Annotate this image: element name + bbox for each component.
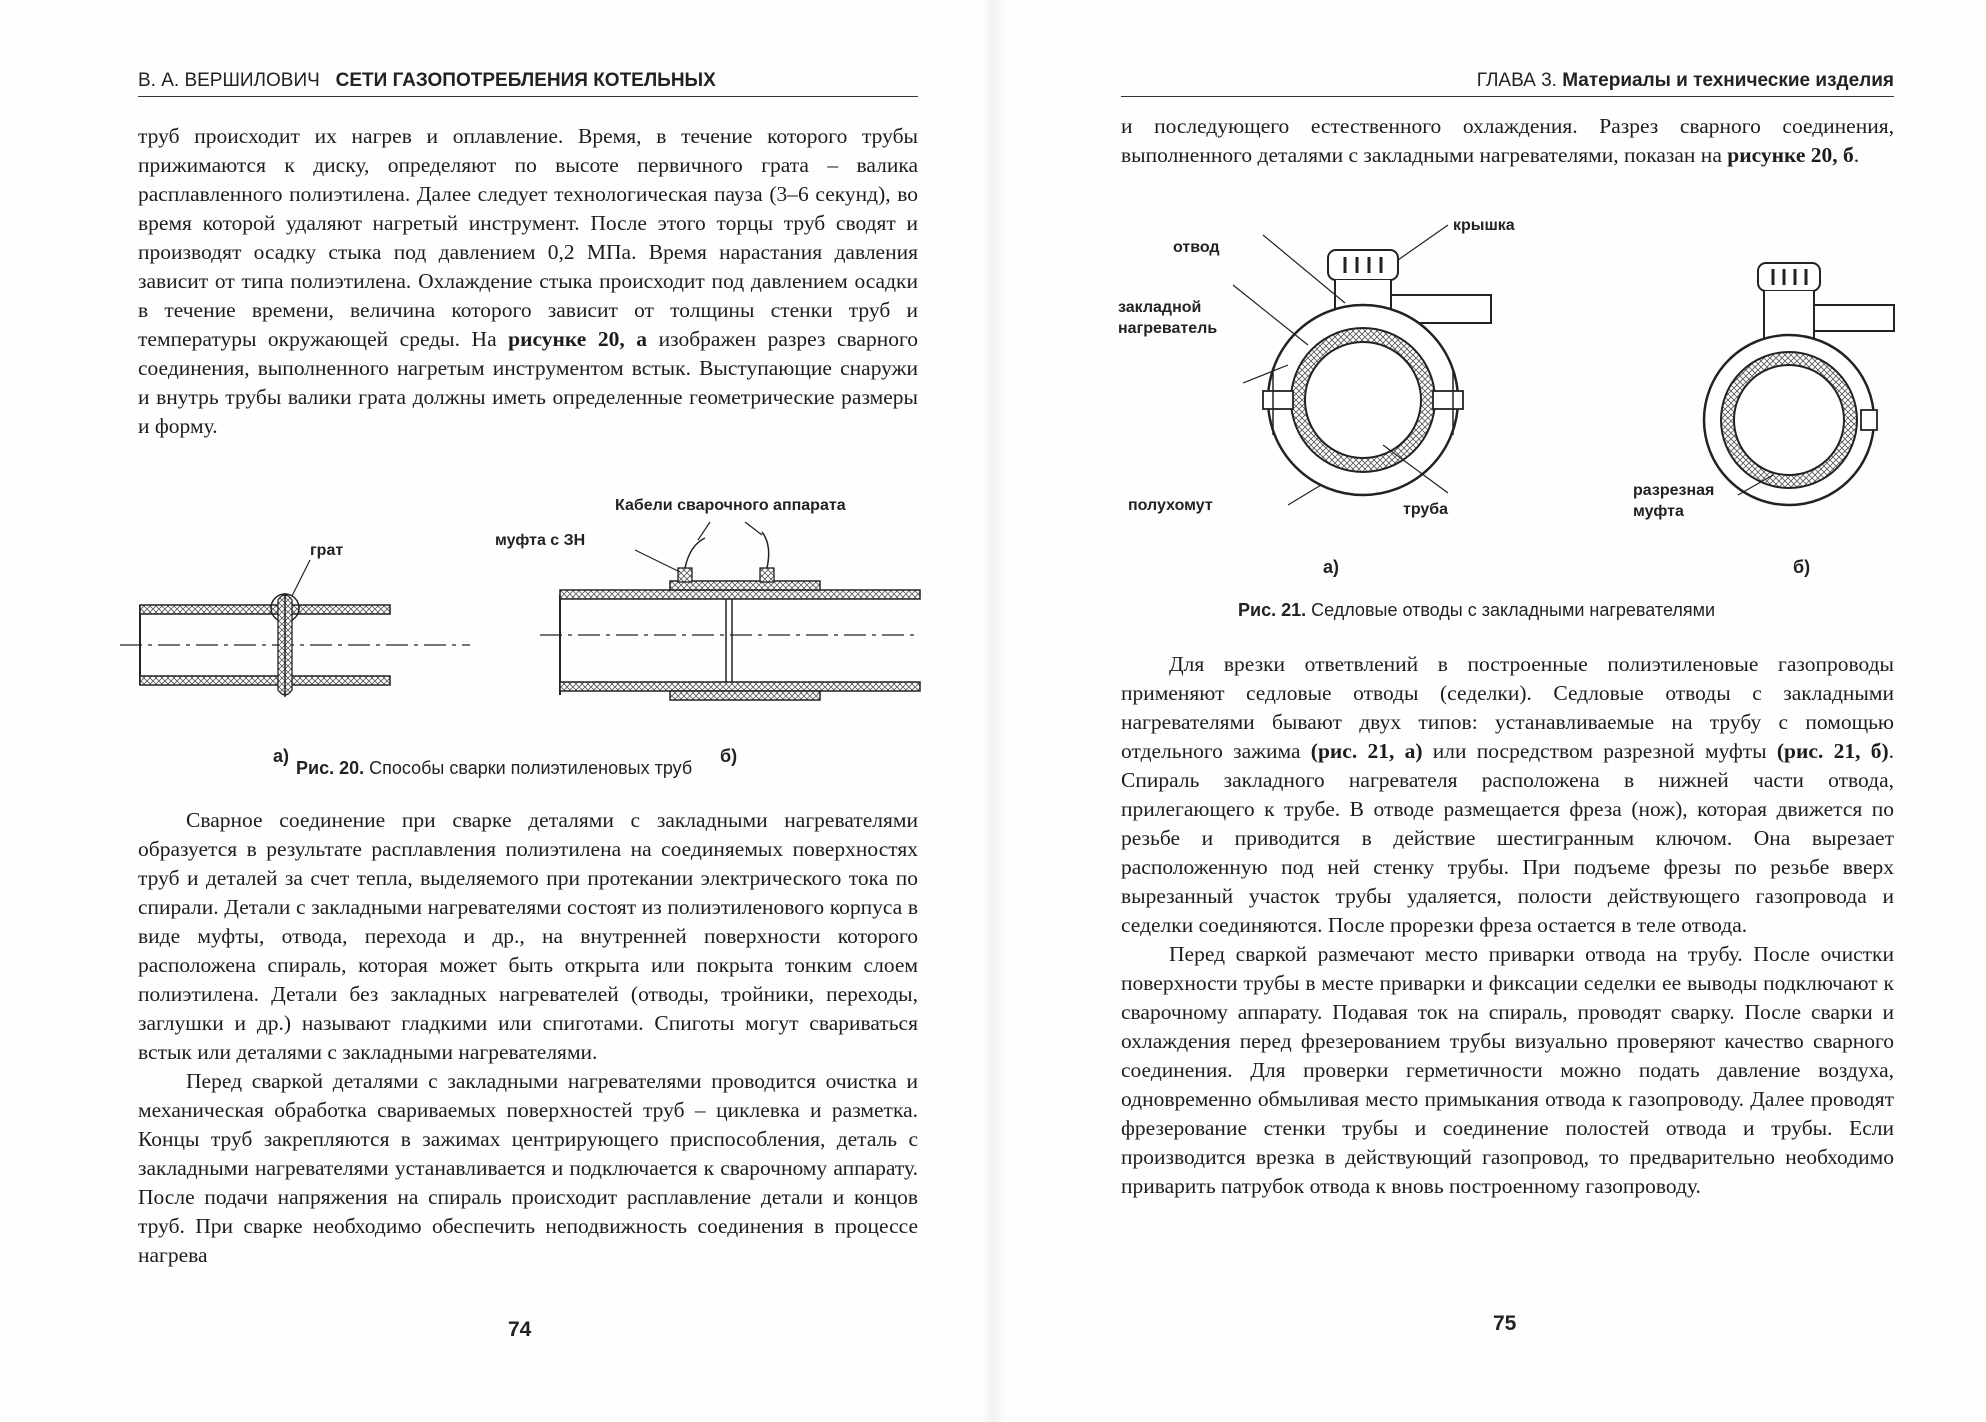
right-running-header <box>1477 70 1894 92</box>
paragraph-text: или посредством разрезной муфты <box>1422 739 1777 763</box>
caption-text: Способы сварки полиэтиленовых труб <box>364 758 693 778</box>
page-number-left: 74 <box>508 1318 532 1341</box>
right-text-top <box>1121 112 1894 170</box>
figure-reference: (рис. 21, а) <box>1310 739 1423 763</box>
figure-20a-drawing <box>120 542 470 766</box>
right-text-bottom <box>1121 650 1894 1201</box>
label-zakladnoy-line1: закладной <box>1118 299 1202 316</box>
paragraph: Перед сваркой размечают место приварки отвода на трубу. После очистки поверхности трубы в месте приварки и фиксации седелки ее выводы подключают к сварочному аппарату. Подавая ток на спираль, проводят сварку. После сварки и охлаждения перед фрезерованием трубы визуально проверяют качество сварного соединения. Для проверки гермeтичности можно подать давление воздуха, одновременно обмыливая место примыкания отвода к газопроводу. Далее проводят фрезерование стенки трубы и соединение полостей отвода и трубы. Если производится врезка в действующий газопровод, то предварительно необходимо приварить патрубок отвода к вновь построенному газопроводу. <box>1121 942 1894 1198</box>
subfigure-a-label: а) <box>1323 557 1340 577</box>
label-zakladnoy-line2: нагреватель <box>1118 320 1218 337</box>
header-rule <box>138 96 918 97</box>
figure-reference: рисунке 20, а <box>508 327 648 351</box>
header-book-title: СЕТИ ГАЗОПОТРЕБЛЕНИЯ КОТЕЛЬНЫХ <box>335 70 716 91</box>
header-chapter-title: Материалы и технические изделия <box>1562 70 1894 91</box>
right-page <box>993 0 1986 1422</box>
header-chapter: ГЛАВА 3. <box>1476 70 1557 91</box>
left-text-top <box>138 122 918 441</box>
paragraph: Перед сваркой деталями с закладными нагревателями проводится очистка и механическая обработка свариваемых поверхностей труб – циклевка и разметка. Концы труб закрепляются в зажимах центрирующего приспособления, деталь с закладными нагревателями устанавливается и подключается к сварочному аппарату. После подачи напряжения на спираль происходит расплавление детали и концов труб. При сварке необходимо обеспечить неподвижность соединения в процессе нагрева <box>138 1069 918 1267</box>
label-razreznaya-line2: муфта <box>1633 503 1684 520</box>
caption-text: Седловые отводы с закладными нагревателями <box>1306 600 1716 620</box>
label-cables: Кабели сварочного аппарата <box>615 497 846 514</box>
subfigure-a-label: а) <box>273 746 290 766</box>
subfigure-b-label: б) <box>1793 557 1811 577</box>
figure-20-caption <box>296 758 692 779</box>
paragraph-text: . Спираль закладного нагревателя расположена в нижней части отвода, прилегающего к трубе. В отводе размещается фреза (нож), которая движется по резьбе и приводится в действие шестигранным ключом. Она вырезает расположенную под ней стенку трубы. При подъеме фрезы по резьбе вверх вырезанный участок трубы удаляется, полости действующего газопровода и седелки соединяются. После прорезки фреза остается в теле отвода. <box>1121 739 1894 937</box>
label-otvod: отвод <box>1173 239 1220 256</box>
figure-21-caption <box>1238 600 1715 621</box>
left-running-header <box>138 70 716 92</box>
figure-21 <box>1113 205 1913 595</box>
paragraph-text: труб происходит их нагрев и оплавление. Время, в течение которого трубы прижимаются к диску, определяют по высоте первичного грата – валика расплавленного полиэтилена. Далее следует технологическая пауза (3–6 секунд), во время которой удаляют нагретый инструмент. После этого торцы труб сводят и производят осадку стыка под давлением 0,2 МПа. Время нарастания давления зависит от типа полиэтилена. Охлаждение стыка происходит под давлением осадки в течение времени, величина которого зависит от толщины стенки труб и температуры окружающей среды. На <box>138 124 918 351</box>
paragraph-text: изображен разрез сварного соединения, выполненного нагретым инструментом встык. Выступающие снаружи и внутрь трубы валики грата должны иметь определенные геометрические размеры и форму. <box>138 327 918 438</box>
caption-number: Рис. 20. <box>296 758 365 778</box>
subfigure-b-label: б) <box>720 746 738 766</box>
label-grat: грат <box>310 542 344 559</box>
figure-21b-drawing <box>1633 263 1894 577</box>
header-rule <box>1121 96 1894 97</box>
figure-21a-drawing <box>1118 217 1515 577</box>
paragraph-text: Для врезки ответвлений в построенные полиэтиленовые газопроводы применяют седловые отводы (седелки). Седловые отводы с закладными нагревателями бывают двух типов: устанавливаемые на трубу с помощью отдельного зажима <box>1121 652 1894 763</box>
paragraph: Сварное соединение при сварке деталями с закладными нагревателями образуется в результате расплавления полиэтилена на соединяемых поверхностях труб и деталей за счет тепла, выделяемого при протекании электрического тока по спирали. Детали с закладными нагревателями состоят из полиэтиленового корпуса в виде муфты, отвода, перехода и др., на внутренней поверхности которого расположена спираль, которая может быть открыта или покрыта тонким слоем полиэтилена. Детали без закладных нагревателей (отводы, тройники, переходы, заглушки и др.) называют гладкими или спиготами. Спиготы могут свариваться встык или деталями с закладными нагревателями. <box>138 808 918 1064</box>
left-text-bottom <box>138 806 918 1270</box>
figure-20 <box>120 480 940 780</box>
label-mufta: муфта с ЗН <box>495 532 586 549</box>
label-truba: труба <box>1403 501 1449 518</box>
label-razreznaya-line1: разрезная <box>1633 482 1715 499</box>
paragraph <box>1121 650 1894 940</box>
paragraph-text: и последующего естественного охлаждения. Разрез сварного соединения, выполненного деталями с закладными нагревателями, показан на <box>1121 114 1894 167</box>
caption-number: Рис. 21. <box>1238 600 1307 620</box>
label-poluhomut: полухомут <box>1128 497 1213 514</box>
header-author: В. А. ВЕРШИЛОВИЧ <box>138 70 320 91</box>
figure-20b-drawing <box>495 497 920 766</box>
figure-reference: рисунке 20, б <box>1727 143 1854 167</box>
figure-reference: (рис. 21, б) <box>1776 739 1889 763</box>
paragraph-text: . <box>1853 143 1860 167</box>
page-number-right: 75 <box>1493 1312 1517 1335</box>
label-kryshka: крышка <box>1453 217 1515 234</box>
